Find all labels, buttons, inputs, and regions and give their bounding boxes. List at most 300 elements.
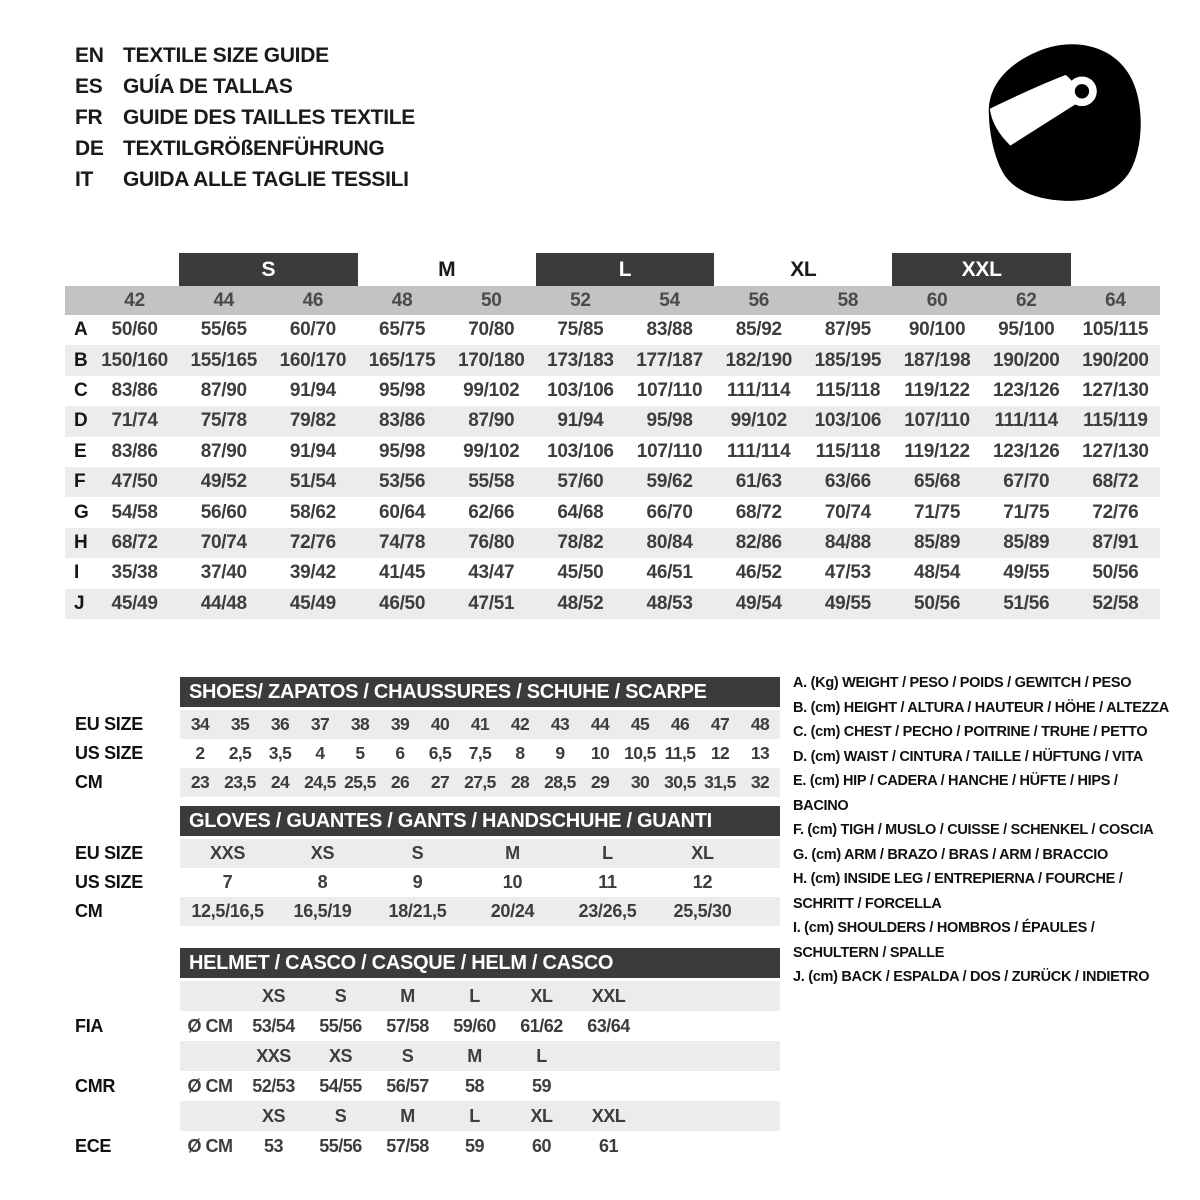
measurement-value: 103/106 — [814, 410, 882, 432]
measurement-value: 87/95 — [824, 319, 871, 341]
measurement-value: 95/98 — [379, 379, 426, 401]
measurement-value: 177/187 — [636, 349, 703, 371]
size-group-xxl: XXL — [892, 253, 1070, 286]
table-row — [65, 558, 1160, 588]
size-value: 6,5 — [428, 743, 452, 763]
measurement-value: 105/115 — [1082, 319, 1149, 341]
size-number: 54 — [659, 289, 680, 311]
measurement-value: 83/86 — [111, 379, 158, 401]
measurement-value: 71/75 — [914, 501, 961, 523]
table-row — [65, 710, 780, 739]
size-value: 10 — [502, 872, 523, 892]
size-group-m: M — [438, 257, 456, 281]
measurement-value: 71/74 — [111, 410, 158, 432]
language-title-row — [75, 40, 415, 71]
language-title-row — [75, 164, 415, 195]
size-number: 62 — [1015, 289, 1037, 311]
size-value: XL — [691, 843, 714, 863]
size-value: 26 — [390, 772, 410, 792]
row-values — [180, 768, 780, 797]
measurement-value: 170/180 — [457, 349, 525, 371]
size-value: 61 — [598, 1135, 619, 1156]
measurement-value: 83/86 — [111, 440, 158, 462]
measurement-value: 61/63 — [735, 471, 782, 493]
legend-item: H. (cm) INSIDE LEG / ENTREPIERNA / FOURCHE / SCHRITT / FORCELLA — [793, 871, 1123, 912]
row-values — [180, 839, 780, 868]
measurement-value: 95/98 — [379, 440, 426, 462]
size-value: XXL — [591, 1105, 626, 1126]
size-value: 57/58 — [386, 1015, 429, 1036]
row-values — [180, 1041, 780, 1071]
measurement-value: 99/102 — [463, 440, 520, 462]
measurement-value: 115/118 — [815, 440, 881, 462]
row-values — [180, 1101, 780, 1131]
size-value: 53 — [263, 1135, 284, 1156]
measurement-value: 48/53 — [646, 592, 693, 614]
row-label: EU SIZE — [75, 714, 143, 734]
measurement-value: 68/72 — [1092, 471, 1139, 493]
size-value: 13 — [750, 743, 770, 763]
size-value: 53/54 — [252, 1015, 295, 1036]
size-value: 27,5 — [464, 772, 496, 792]
measurement-value: 60/70 — [289, 319, 336, 341]
size-value: 32 — [750, 772, 770, 792]
measurement-value: 103/106 — [547, 440, 614, 462]
table-row — [65, 528, 1160, 558]
measurement-value: 46/50 — [379, 592, 426, 614]
measurement-value: 103/106 — [547, 379, 614, 401]
size-group-s: S — [179, 253, 357, 286]
table-row — [65, 981, 780, 1011]
size-value: S — [334, 1105, 347, 1126]
measurement-value: 49/55 — [824, 592, 871, 614]
measurement-value: 51/56 — [1003, 592, 1050, 614]
measurement-value: 44/48 — [200, 592, 247, 614]
measurement-value: 46/52 — [735, 562, 782, 584]
row-letter: J — [74, 592, 85, 614]
row-values — [180, 1071, 780, 1101]
row-values — [90, 410, 1160, 432]
measurement-value: 63/66 — [824, 471, 871, 493]
measurement-value: 123/126 — [992, 379, 1060, 401]
row-label: FIA — [75, 1015, 104, 1036]
language-code: IT — [75, 168, 94, 191]
measurement-value: 75/85 — [557, 319, 604, 341]
measurement-value: 72/76 — [289, 531, 336, 553]
measurement-value: 87/90 — [200, 379, 247, 401]
measurement-value: 111/114 — [727, 379, 791, 401]
table-row — [65, 406, 1160, 436]
size-number: 46 — [302, 289, 324, 311]
row-letter: G — [74, 501, 89, 523]
size-value: 57/58 — [386, 1135, 429, 1156]
size-value: 59/60 — [453, 1015, 496, 1036]
measurement-value: 95/98 — [646, 410, 693, 432]
measurement-value: 55/58 — [468, 471, 515, 493]
measurement-value: 173/183 — [547, 349, 614, 371]
measurement-value: 87/90 — [468, 410, 515, 432]
measurement-value: 87/90 — [200, 440, 247, 462]
measurement-value: 80/84 — [646, 531, 693, 553]
language-title-row — [75, 133, 415, 164]
row-letter: D — [74, 410, 88, 432]
measurement-value: 85/89 — [914, 531, 961, 553]
row-letter: C — [74, 379, 88, 401]
size-value: 5 — [355, 743, 365, 763]
measurement-value: 119/122 — [904, 440, 970, 462]
size-value: 3,5 — [268, 743, 292, 763]
measurement-value: 91/94 — [557, 410, 604, 432]
size-value: 23,5 — [224, 772, 256, 792]
size-value: 24,5 — [304, 772, 336, 792]
measurement-value: 65/75 — [379, 319, 426, 341]
measurement-value: 190/200 — [992, 349, 1060, 371]
measurement-value: 127/130 — [1082, 379, 1149, 401]
size-value: 23 — [190, 772, 210, 792]
size-value: 55/56 — [319, 1135, 362, 1156]
legend-item: E. (cm) HIP / CADERA / HANCHE / HÜFTE / HIPS / BACINO — [793, 773, 1118, 814]
measurement-value: 45/50 — [557, 562, 604, 584]
helmet-rows — [65, 981, 780, 1161]
row-letter: E — [74, 440, 87, 462]
measurement-value: 70/74 — [200, 531, 247, 553]
measurement-rows — [65, 315, 1160, 619]
shoes-size-table — [65, 677, 780, 797]
measurement-value: 150/160 — [101, 349, 168, 371]
measurement-value: 53/56 — [379, 471, 426, 493]
row-label: CMR — [75, 1075, 116, 1096]
size-value: XXL — [591, 985, 626, 1006]
row-values — [90, 562, 1160, 584]
legend-item: C. (cm) CHEST / PECHO / POITRINE / TRUHE / PETTO — [793, 724, 1148, 740]
gloves-size-table — [65, 806, 780, 926]
row-label: US SIZE — [75, 872, 143, 892]
shoes-section-title: SHOES/ ZAPATOS / CHAUSSURES / SCHUHE / SCARPE — [180, 677, 780, 707]
measurement-value: 41/45 — [379, 562, 426, 584]
size-value: 10,5 — [624, 743, 656, 763]
row-letter: A — [74, 319, 88, 341]
size-value: 9 — [555, 743, 565, 763]
measurement-value: 85/92 — [735, 319, 782, 341]
measurement-value: 90/100 — [908, 319, 966, 341]
measurement-value: 187/198 — [903, 349, 971, 371]
table-row — [65, 868, 780, 897]
size-value: 7,5 — [468, 743, 492, 763]
measurement-legend — [793, 671, 1173, 990]
language-code: FR — [75, 106, 103, 129]
size-group-row — [65, 253, 1160, 286]
size-value: 36 — [270, 714, 290, 734]
measurement-value: 83/88 — [646, 319, 693, 341]
size-value: 12,5/16,5 — [191, 901, 264, 921]
size-value: 47 — [710, 714, 730, 734]
size-number: 58 — [837, 289, 859, 311]
row-values — [90, 350, 1160, 372]
size-value: 8 — [515, 743, 525, 763]
size-value: 55/56 — [319, 1015, 362, 1036]
measurement-value: 82/86 — [735, 531, 782, 553]
size-value: 7 — [222, 872, 233, 892]
size-value: XL — [530, 985, 553, 1006]
size-value: 11,5 — [664, 743, 696, 763]
measurement-value: 45/49 — [289, 592, 336, 614]
table-row — [65, 589, 1160, 619]
table-row — [65, 739, 780, 768]
table-row — [65, 497, 1160, 527]
size-value: 59 — [464, 1135, 485, 1156]
legend-item: F. (cm) TIGH / MUSLO / CUISSE / SCHENKEL / COSCIA — [793, 822, 1154, 838]
size-value: 41 — [470, 714, 490, 734]
size-number: 64 — [1105, 289, 1126, 311]
measurement-value: 75/78 — [200, 410, 247, 432]
size-value: 27 — [430, 772, 450, 792]
size-value: 28 — [510, 772, 530, 792]
measurement-value: 91/94 — [289, 440, 336, 462]
row-values — [90, 593, 1160, 615]
size-value: 31,5 — [704, 772, 736, 792]
size-value: S — [401, 1045, 414, 1066]
measurement-value: 35/38 — [111, 562, 158, 584]
language-title-row — [75, 71, 415, 102]
measurement-value: 91/94 — [289, 379, 336, 401]
row-letter: I — [74, 562, 79, 584]
legend-item: G. (cm) ARM / BRAZO / BRAS / ARM / BRACCIO — [793, 846, 1108, 863]
measurement-value: 57/60 — [557, 471, 604, 493]
measurement-value: 70/80 — [468, 319, 515, 341]
measurement-value: 83/86 — [379, 410, 426, 432]
size-value: M — [505, 843, 520, 863]
size-value: 44 — [590, 714, 610, 734]
measurement-value: 155/165 — [190, 349, 258, 371]
legend-item: A. (Kg) WEIGHT / PESO / POIDS / GEWITCH / PESO — [793, 675, 1132, 691]
measurement-value: 72/76 — [1092, 501, 1139, 523]
language-title: GUIDA ALLE TAGLIE TESSILI — [123, 168, 409, 191]
legend-item: D. (cm) WAIST / CINTURA / TAILLE / HÜFTUNG / VITA — [793, 748, 1143, 765]
measurement-value: 70/74 — [824, 501, 871, 523]
size-value: 56/57 — [386, 1075, 429, 1096]
size-value: XS — [261, 985, 285, 1006]
size-value: 43 — [550, 714, 570, 734]
size-value: 63/64 — [587, 1015, 630, 1036]
measurement-value: 185/195 — [814, 349, 882, 371]
row-values — [180, 897, 780, 926]
measurement-value: 68/72 — [111, 531, 158, 553]
measurement-value: 127/130 — [1082, 440, 1149, 462]
size-group-xl: XL — [790, 257, 817, 281]
row-values — [90, 502, 1160, 524]
measurement-value: 55/65 — [200, 319, 247, 341]
size-value: 18/21,5 — [388, 901, 447, 921]
table-row — [65, 1101, 780, 1131]
measurement-value: 119/122 — [904, 379, 970, 401]
size-value: S — [334, 985, 347, 1006]
size-number: 52 — [570, 289, 591, 311]
measurement-value: 84/88 — [824, 531, 871, 553]
size-value: M — [467, 1045, 482, 1066]
row-letter: F — [74, 471, 86, 493]
size-value: 59 — [531, 1075, 552, 1096]
size-number: 50 — [480, 289, 502, 311]
legend-item: B. (cm) HEIGHT / ALTURA / HAUTEUR / HÖHE / ALTEZZA — [793, 699, 1169, 716]
table-row — [65, 467, 1160, 497]
size-value: 48 — [750, 714, 770, 734]
language-title: TEXTILE SIZE GUIDE — [123, 44, 329, 67]
row-label: CM — [75, 901, 103, 921]
table-row — [65, 345, 1160, 375]
measurement-value: 46/51 — [646, 562, 693, 584]
size-value: L — [469, 1105, 480, 1126]
shoes-rows — [65, 710, 780, 797]
measurement-value: 107/110 — [904, 410, 970, 432]
size-value: 11 — [598, 872, 617, 892]
row-values — [180, 739, 780, 768]
row-values — [90, 471, 1160, 493]
size-number: 42 — [124, 289, 145, 311]
size-value: 34 — [190, 714, 210, 734]
legend-item: J. (cm) BACK / ESPALDA / DOS / ZURÜCK / INDIETRO — [793, 969, 1150, 985]
size-value: M — [400, 1105, 415, 1126]
row-label: CM — [75, 772, 103, 792]
size-value: 45 — [630, 714, 650, 734]
measurement-value: 99/102 — [730, 410, 787, 432]
language-code: ES — [75, 75, 103, 98]
measurement-value: 107/110 — [636, 440, 703, 462]
size-value: 39 — [390, 714, 410, 734]
measurement-value: 115/119 — [1083, 410, 1148, 432]
language-code: EN — [75, 44, 104, 67]
measurement-value: 47/50 — [111, 471, 158, 493]
size-value: 40 — [430, 714, 450, 734]
language-title: GUIDE DES TAILLES TEXTILE — [123, 106, 415, 129]
racing-helmet-icon — [975, 35, 1150, 207]
measurement-value: 50/60 — [111, 319, 158, 341]
measurement-value: 111/114 — [727, 440, 791, 462]
measurement-value: 39/42 — [289, 562, 336, 584]
size-value: 46 — [670, 714, 690, 734]
textile-size-table — [65, 253, 1160, 619]
row-label: US SIZE — [75, 743, 143, 763]
size-value: Ø CM — [187, 1135, 233, 1156]
size-value: L — [536, 1045, 547, 1066]
row-letter: B — [74, 349, 88, 371]
measurement-value: 54/58 — [111, 501, 158, 523]
row-values — [180, 1011, 780, 1041]
size-value: 61/62 — [520, 1015, 563, 1036]
size-value: M — [400, 985, 415, 1006]
measurement-value: 50/56 — [914, 592, 961, 614]
row-label: ECE — [75, 1135, 112, 1156]
size-value: 37 — [310, 714, 330, 734]
row-values — [180, 868, 780, 897]
measurement-value: 95/100 — [998, 319, 1055, 341]
row-values — [90, 441, 1160, 463]
size-value: L — [602, 843, 613, 863]
measurement-value: 66/70 — [646, 501, 693, 523]
measurement-value: 48/54 — [914, 562, 961, 584]
measurement-value: 62/66 — [468, 501, 515, 523]
size-number-cells — [90, 290, 1160, 312]
size-number: 48 — [391, 289, 413, 311]
measurement-value: 99/102 — [463, 379, 520, 401]
measurement-value: 56/60 — [200, 501, 247, 523]
row-label: EU SIZE — [75, 843, 143, 863]
measurement-value: 45/49 — [111, 592, 158, 614]
size-value: S — [411, 843, 424, 863]
size-value: 25,5 — [344, 772, 376, 792]
measurement-value: 50/56 — [1092, 562, 1139, 584]
measurement-value: 71/75 — [1003, 501, 1050, 523]
table-row — [65, 768, 780, 797]
size-number: 56 — [748, 289, 770, 311]
table-row — [65, 839, 780, 868]
size-value: Ø CM — [187, 1015, 233, 1036]
size-value: 4 — [315, 743, 325, 763]
table-row — [65, 1131, 780, 1161]
size-value: XL — [530, 1105, 553, 1126]
table-row — [65, 1071, 780, 1101]
measurement-value: 78/82 — [557, 531, 604, 553]
size-value: Ø CM — [187, 1075, 233, 1096]
size-number: 60 — [926, 289, 948, 311]
size-value: 2 — [195, 743, 205, 763]
measurement-value: 160/170 — [279, 349, 347, 371]
language-code: DE — [75, 137, 104, 160]
language-title: GUÍA DE TALLAS — [123, 75, 293, 98]
table-row — [65, 1041, 780, 1071]
size-value: XXS — [256, 1045, 291, 1066]
size-value: 58 — [464, 1075, 485, 1096]
helmet-section-title: HELMET / CASCO / CASQUE / HELM / CASCO — [180, 948, 780, 978]
measurement-value: 165/175 — [368, 349, 436, 371]
size-value: XS — [328, 1045, 352, 1066]
language-title-row — [75, 102, 415, 133]
size-value: 10 — [590, 743, 610, 763]
measurement-value: 48/52 — [557, 592, 604, 614]
size-value: 60 — [531, 1135, 552, 1156]
table-row — [65, 376, 1160, 406]
row-letter: H — [74, 531, 88, 553]
size-value: 16,5/19 — [293, 901, 352, 921]
measurement-value: 107/110 — [636, 379, 703, 401]
gloves-rows — [65, 839, 780, 926]
language-title-list — [75, 40, 415, 195]
size-value: 42 — [510, 714, 530, 734]
size-value: 38 — [350, 714, 370, 734]
measurement-value: 85/89 — [1003, 531, 1050, 553]
table-row — [65, 897, 780, 926]
measurement-value: 115/118 — [815, 379, 881, 401]
table-row — [65, 315, 1160, 345]
size-group-l: L — [536, 253, 714, 286]
measurement-value: 52/58 — [1092, 592, 1139, 614]
measurement-value: 79/82 — [289, 410, 336, 432]
size-number: 44 — [213, 289, 235, 311]
table-row — [65, 437, 1160, 467]
measurement-value: 51/54 — [289, 471, 336, 493]
size-value: 12 — [710, 743, 730, 763]
row-values — [90, 380, 1160, 402]
helmet-size-table — [65, 948, 780, 1161]
row-values — [180, 1131, 780, 1161]
table-row — [65, 1011, 780, 1041]
measurement-value: 190/200 — [1082, 349, 1149, 371]
measurement-value: 47/51 — [468, 592, 515, 614]
size-value: XS — [310, 843, 335, 863]
size-value: 8 — [317, 872, 328, 892]
measurement-value: 43/47 — [468, 562, 515, 584]
gloves-section-title: GLOVES / GUANTES / GANTS / HANDSCHUHE / GUANTI — [180, 806, 780, 836]
measurement-value: 49/54 — [735, 592, 782, 614]
